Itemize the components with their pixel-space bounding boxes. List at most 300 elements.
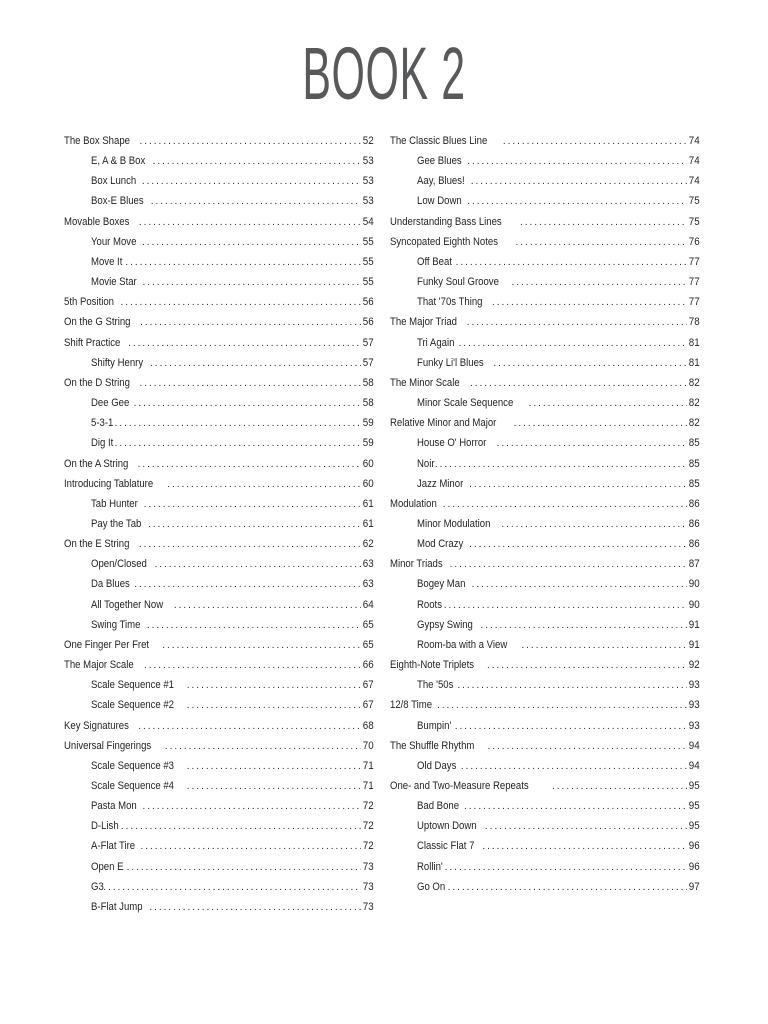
toc-entry-title: Move It [91, 255, 123, 268]
toc-entry-title: Funky Li'l Blues [417, 356, 484, 369]
toc-entry-title: On the A String [64, 457, 129, 470]
toc-subentry[interactable] [64, 776, 374, 796]
toc-entry-title: The Box Shape [64, 135, 130, 147]
toc-page-number: 67 [363, 679, 374, 692]
toc-entry-title: B-Flat Jump [91, 900, 143, 913]
toc-subentry[interactable] [390, 796, 700, 816]
dot-leader [124, 253, 361, 272]
dot-leader [463, 797, 687, 816]
dot-leader [466, 152, 687, 171]
toc-page-number: 86 [689, 517, 700, 530]
dot-leader [443, 596, 688, 615]
toc-page-number: 60 [363, 477, 374, 490]
toc-entry[interactable] [64, 736, 374, 756]
toc-entry-title: House O' Horror [417, 437, 487, 450]
dot-leader [186, 777, 362, 796]
toc-page-number: 82 [689, 397, 700, 410]
toc-subentry[interactable] [390, 534, 700, 554]
toc-page-number: 82 [689, 417, 700, 430]
toc-page-number: 95 [689, 820, 700, 833]
toc-page-number: 60 [363, 457, 374, 470]
toc-entry-title: E, A & B Box [91, 155, 146, 168]
toc-entry-title: Movable Boxes [64, 215, 130, 228]
dot-leader [511, 273, 688, 292]
toc-page-number: 62 [363, 538, 374, 551]
toc-subentry[interactable] [64, 171, 374, 191]
toc-subentry[interactable] [390, 574, 700, 594]
dot-leader [141, 797, 361, 816]
toc-subentry[interactable] [390, 514, 700, 534]
toc-page-number: 56 [363, 296, 374, 309]
dot-leader [466, 313, 688, 332]
dot-leader [127, 334, 361, 353]
toc-entry-title: On the G String [64, 316, 131, 329]
dot-leader [528, 394, 688, 413]
dot-leader [481, 837, 687, 856]
toc-page-number: 52 [363, 135, 374, 147]
toc-subentry[interactable] [390, 433, 700, 453]
toc-subentry[interactable] [390, 675, 700, 695]
toc-entry-title: The Major Triad [390, 316, 458, 329]
toc-entry-title: Scale Sequence #4 [91, 780, 174, 792]
toc-entry-title: The Shuffle Rhythm [390, 739, 475, 752]
toc-entry-title: Relative Minor and Major [390, 417, 497, 430]
toc-subentry[interactable] [64, 393, 374, 413]
toc-subentry[interactable] [390, 393, 700, 413]
toc-page-number: 97 [689, 880, 700, 893]
toc-page-number: 85 [689, 457, 700, 470]
toc-page-number: 57 [363, 356, 374, 369]
dot-leader [491, 293, 687, 312]
toc-page-number: 59 [363, 437, 374, 450]
dot-leader [138, 213, 361, 232]
dot-leader [436, 696, 687, 715]
toc-entry-title: 5-3-1 [91, 417, 114, 430]
dot-leader [444, 858, 688, 877]
toc-entry[interactable] [64, 655, 374, 675]
toc-entry-title: D-Lish [91, 820, 119, 833]
toc-page-number: 91 [689, 638, 700, 651]
toc-entry[interactable] [64, 312, 374, 332]
dot-leader [520, 636, 687, 655]
dot-leader [186, 696, 362, 715]
toc-page-number: 91 [689, 618, 700, 631]
toc-page-number: 86 [689, 538, 700, 551]
dot-leader [141, 172, 362, 191]
toc-entry-title: Uptown Down [417, 820, 477, 833]
toc-entry-title: Go On [417, 880, 446, 893]
toc-entry-title: Room-ba with a View [417, 638, 508, 651]
toc-entry[interactable] [390, 695, 700, 715]
dot-leader [143, 656, 361, 675]
dot-leader [141, 233, 361, 252]
toc-entry-title: Key Signatures [64, 719, 129, 732]
toc-page-number: 72 [363, 800, 374, 813]
toc-page-number: 63 [363, 558, 374, 571]
toc-entry-title: Scale Sequence #1 [91, 679, 174, 692]
toc-page-number: 53 [363, 195, 374, 208]
toc-entry[interactable] [390, 413, 700, 433]
toc-subentry[interactable] [64, 232, 374, 252]
toc-entry[interactable] [390, 655, 700, 675]
toc-page-number: 57 [363, 336, 374, 349]
toc-page-number: 75 [689, 215, 700, 228]
toc-entry-title: Scale Sequence #3 [91, 759, 174, 772]
toc-entry-title: Shifty Henry [91, 356, 144, 369]
toc-subentry[interactable] [390, 333, 700, 353]
toc-subentry[interactable] [64, 796, 374, 816]
toc-subentry[interactable] [64, 554, 374, 574]
toc-subentry[interactable] [64, 151, 374, 171]
toc-entry[interactable] [390, 494, 700, 514]
dot-leader [166, 475, 361, 494]
toc-entry-title: Dee Gee [91, 397, 130, 410]
toc-entry-title: The Minor Scale [390, 376, 460, 389]
toc-entry-title: Open/Closed [91, 558, 147, 571]
toc-page-number: 65 [363, 618, 374, 631]
dot-leader [434, 455, 687, 474]
toc-page-number: 61 [363, 517, 374, 530]
toc-subentry[interactable] [64, 695, 374, 715]
toc-page-number: 86 [689, 497, 700, 510]
toc-subentry[interactable] [390, 756, 700, 776]
toc-page-number: 75 [689, 195, 700, 208]
toc-entry-title: Low Down [417, 195, 462, 208]
toc-entry[interactable] [390, 554, 700, 574]
toc-page-number: 74 [689, 155, 700, 168]
toc-entry-title: Classic Flat 7 [417, 840, 475, 853]
toc-page-number: 53 [363, 175, 374, 188]
dot-leader [140, 837, 362, 856]
toc-subentry[interactable] [390, 292, 700, 312]
toc-page-number: 58 [363, 376, 374, 389]
toc-page-number: 56 [363, 316, 374, 329]
dot-leader [186, 757, 362, 776]
toc-entry-title: Off Beat [417, 255, 452, 268]
toc-page-number: 85 [689, 437, 700, 450]
toc-entry-title: Movie Star [91, 276, 137, 289]
dot-leader [454, 717, 688, 736]
toc-subentry[interactable] [64, 252, 374, 272]
toc-subentry[interactable] [64, 191, 374, 211]
toc-entry-title: Understanding Bass Lines [390, 215, 502, 228]
toc-page-number: 72 [363, 840, 374, 853]
dot-leader [519, 213, 687, 232]
dot-leader [137, 717, 361, 736]
dot-leader [149, 354, 361, 373]
toc-subentry[interactable] [390, 595, 700, 615]
toc-page-number: 87 [689, 558, 700, 571]
toc-page-number: 77 [689, 296, 700, 309]
toc-page-number: 66 [363, 659, 374, 672]
toc-entry[interactable] [64, 373, 374, 393]
toc-entry[interactable] [64, 131, 374, 151]
toc-subentry[interactable] [64, 595, 374, 615]
toc-entry[interactable] [390, 776, 700, 796]
toc-entry-title: The Major Scale [64, 659, 134, 672]
toc-subentry[interactable] [64, 494, 374, 514]
toc-page-number: 64 [363, 598, 374, 611]
toc-entry-title: Mod Crazy [417, 538, 464, 551]
toc-entry-title: Scale Sequence #2 [91, 699, 174, 712]
toc-entry[interactable] [64, 333, 374, 353]
toc-entry[interactable] [64, 716, 374, 736]
toc-entry-title: One Finger Per Fret [64, 638, 150, 651]
toc-page-number: 77 [689, 276, 700, 289]
toc-subentry[interactable] [64, 353, 374, 373]
dot-leader [468, 535, 687, 554]
dot-leader [496, 434, 688, 453]
toc-page-number: 59 [363, 417, 374, 430]
dot-leader [139, 132, 362, 151]
toc-entry[interactable] [390, 312, 700, 332]
dot-leader [114, 414, 362, 433]
toc-entry[interactable] [64, 474, 374, 494]
toc-subentry[interactable] [64, 615, 374, 635]
dot-leader [139, 313, 361, 332]
toc-entry-title: Dig It [91, 437, 114, 450]
toc-page-number: 67 [363, 699, 374, 712]
dot-leader [460, 757, 687, 776]
toc-subentry[interactable] [390, 615, 700, 635]
toc-subentry[interactable] [390, 252, 700, 272]
dot-leader [471, 575, 688, 594]
toc-subentry[interactable] [64, 514, 374, 534]
dot-leader [470, 172, 688, 191]
dot-leader [146, 616, 361, 635]
toc-entry[interactable] [64, 534, 374, 554]
dot-leader [133, 394, 362, 413]
toc-entry[interactable] [64, 454, 374, 474]
toc-subentry[interactable] [390, 353, 700, 373]
toc-page-number: 73 [363, 900, 374, 913]
dot-leader [484, 817, 687, 836]
toc-subentry[interactable] [64, 574, 374, 594]
dot-leader [551, 777, 687, 796]
dot-leader [186, 676, 362, 695]
toc-subentry[interactable] [390, 877, 700, 897]
toc-entry-title: Jazz Minor [417, 477, 464, 490]
toc-page-number: 78 [689, 316, 700, 329]
toc-subentry[interactable] [390, 816, 700, 836]
toc-page-number: 70 [363, 739, 374, 752]
dot-leader [513, 414, 688, 433]
dot-leader [161, 636, 361, 655]
toc-entry-title: Syncopated Eighth Notes [390, 235, 498, 248]
toc-page-number: 94 [689, 739, 700, 752]
toc-entry-title: Rollin' [417, 860, 443, 873]
toc-subentry[interactable] [64, 836, 374, 856]
dot-leader [137, 455, 362, 474]
toc-subentry[interactable] [390, 836, 700, 856]
toc-subentry[interactable] [64, 413, 374, 433]
dot-leader [152, 152, 362, 171]
toc-entry-title: On the E String [64, 538, 130, 551]
toc-page-number: 76 [689, 235, 700, 248]
toc-subentry[interactable] [64, 816, 374, 836]
toc-entry-title: Minor Scale Sequence [417, 397, 514, 410]
toc-entry-title: A-Flat Tire [91, 840, 136, 853]
toc-page-number: 71 [363, 780, 374, 792]
toc-page-number: 63 [363, 578, 374, 591]
toc-page-number: 58 [363, 397, 374, 410]
toc-subentry[interactable] [64, 675, 374, 695]
toc-page-number: 95 [689, 800, 700, 813]
toc-entry-title: Shift Practice [64, 336, 121, 349]
dot-leader [500, 515, 687, 534]
dot-leader [120, 817, 361, 836]
toc-entry-title: Bad Bone [417, 800, 460, 813]
dot-leader [150, 192, 362, 211]
toc-entry-title: Your Move [91, 235, 137, 248]
dot-leader [447, 878, 688, 897]
toc-entry[interactable] [64, 292, 374, 312]
dot-leader [486, 737, 687, 756]
toc-page-number: 71 [363, 759, 374, 772]
toc-page-number: 54 [363, 215, 374, 228]
toc-entry-title: 5th Position [64, 296, 115, 309]
toc-subentry[interactable] [390, 716, 700, 736]
toc-entry-title: Bumpin' [417, 719, 452, 732]
toc-entry-title: Da Blues [91, 578, 130, 591]
toc-entry-title: Old Days [417, 759, 457, 772]
dot-leader [492, 354, 687, 373]
toc-entry-title: The '50s [417, 679, 454, 692]
dot-leader [154, 555, 362, 574]
toc-page-number: 93 [689, 719, 700, 732]
dot-leader [164, 737, 362, 756]
dot-leader [502, 132, 687, 151]
dot-leader [173, 596, 361, 615]
toc-page-number: 73 [363, 860, 374, 873]
toc-page-number: 77 [689, 255, 700, 268]
dot-leader [479, 616, 687, 635]
dot-leader [469, 374, 687, 393]
toc-page-number: 81 [689, 356, 700, 369]
toc-entry[interactable] [390, 373, 700, 393]
toc-page-number: 85 [689, 477, 700, 490]
toc-page-number: 90 [689, 578, 700, 591]
dot-leader [102, 878, 361, 897]
toc-entry-title: Bogey Man [417, 578, 466, 591]
toc-entry-title: Modulation [390, 497, 437, 510]
toc-subentry[interactable] [390, 635, 700, 655]
toc-page-number: 90 [689, 598, 700, 611]
toc-column-right [390, 131, 700, 897]
toc-page-number: 74 [689, 175, 700, 188]
toc-page-number: 53 [363, 155, 374, 168]
toc-subentry[interactable] [64, 272, 374, 292]
dot-leader [148, 898, 361, 917]
toc-subentry[interactable] [390, 171, 700, 191]
toc-page-number: 95 [689, 780, 700, 792]
toc-entry-title: Roots [417, 598, 443, 611]
toc-entry-title: G3 [91, 880, 104, 893]
toc-entry[interactable] [390, 212, 700, 232]
toc-entry-title: Eighth-Note Triplets [390, 659, 475, 672]
toc-entry[interactable] [390, 736, 700, 756]
toc-subentry[interactable] [64, 857, 374, 877]
dot-leader [455, 253, 688, 272]
toc-entry-title: Noir [417, 457, 435, 470]
toc-page-number: 55 [363, 255, 374, 268]
toc-subentry[interactable] [390, 191, 700, 211]
toc-page-number: 96 [689, 860, 700, 873]
dot-leader [141, 273, 361, 292]
toc-page-number: 68 [363, 719, 374, 732]
toc-subentry[interactable] [64, 756, 374, 776]
toc-page-number: 96 [689, 840, 700, 853]
toc-entry-title: Tab Hunter [91, 497, 138, 510]
toc-page-number: 74 [689, 135, 700, 147]
toc-page-number: 81 [689, 336, 700, 349]
toc-column-left [64, 131, 374, 917]
toc-subentry[interactable] [390, 272, 700, 292]
toc-page-number: 82 [689, 376, 700, 389]
dot-leader [138, 535, 361, 554]
toc-page-number: 72 [363, 820, 374, 833]
toc-subentry[interactable] [64, 897, 374, 917]
toc-entry-title: Open E [91, 860, 124, 873]
toc-entry-title: Gypsy Swing [417, 618, 473, 631]
toc-subentry[interactable] [390, 857, 700, 877]
toc-entry-title: Swing Time [91, 618, 141, 631]
toc-subentry[interactable] [64, 877, 374, 897]
toc-entry[interactable] [64, 635, 374, 655]
toc-entry-title: Box-E Blues [91, 195, 144, 208]
dot-leader [515, 233, 688, 252]
dot-leader [147, 515, 361, 534]
dot-leader [486, 656, 687, 675]
toc-entry-title: Aay, Blues! [417, 175, 465, 188]
toc-entry-title: The Classic Blues Line [390, 135, 488, 147]
dot-leader [133, 575, 361, 594]
dot-leader [143, 495, 362, 514]
dot-leader [466, 192, 687, 211]
dot-leader [114, 434, 362, 453]
toc-entry-title: Funky Soul Groove [417, 276, 499, 289]
toc-entry-title: Gee Blues [417, 155, 462, 168]
dot-leader [456, 676, 687, 695]
toc-entry-title: Tri Again [417, 336, 455, 349]
toc-entry-title: One- and Two-Measure Repeats [390, 780, 529, 792]
toc-page-number: 93 [689, 699, 700, 712]
toc-page-number: 65 [363, 638, 374, 651]
dot-leader [449, 555, 688, 574]
dot-leader [139, 374, 362, 393]
toc-entry-title: On the D String [64, 376, 130, 389]
toc-subentry[interactable] [390, 151, 700, 171]
toc-subentry[interactable] [390, 454, 700, 474]
toc-subentry[interactable] [64, 433, 374, 453]
toc-page-number: 92 [689, 659, 700, 672]
toc-page-number: 55 [363, 235, 374, 248]
toc-entry[interactable] [390, 232, 700, 252]
toc-entry-title: Introducing Tablature [64, 477, 154, 490]
toc-entry[interactable] [390, 131, 700, 151]
toc-entry-title: Minor Triads [390, 558, 443, 571]
dot-leader [442, 495, 688, 514]
toc-entry-title: Box Lunch [91, 175, 137, 188]
toc-subentry[interactable] [390, 474, 700, 494]
dot-leader [458, 334, 688, 353]
book-title: BOOK 2 [302, 32, 466, 115]
toc-entry-title: Universal Fingerings [64, 739, 152, 752]
toc-page-number: 55 [363, 276, 374, 289]
toc-entry[interactable] [64, 212, 374, 232]
toc-entry-title: 12/8 Time [390, 699, 433, 712]
toc-page-number: 93 [689, 679, 700, 692]
